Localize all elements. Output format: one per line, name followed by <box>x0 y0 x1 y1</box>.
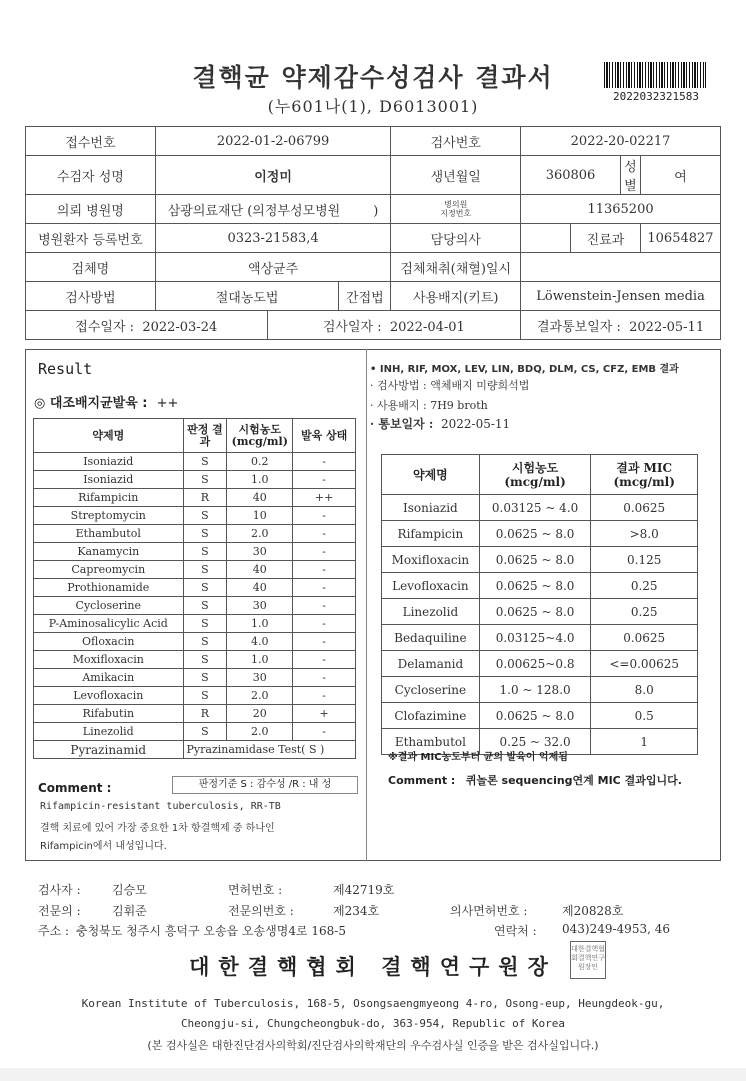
birth-date: 360806 <box>521 156 621 195</box>
mic-row <box>382 573 698 599</box>
examiner-name: 김승모 <box>112 883 147 897</box>
susceptibility-row <box>34 525 356 543</box>
cell-conc: 1.0 <box>227 471 293 489</box>
method-1: 절대농도법 <box>155 282 339 311</box>
mic-cell-range: 0.00625~0.8 <box>479 651 591 677</box>
mic-cell-range: 0.25 ~ 32.0 <box>479 729 591 755</box>
mic-cell-drug: Cycloserine <box>382 677 480 703</box>
mic-cell-drug: Clofazimine <box>382 703 480 729</box>
mic-row <box>382 651 698 677</box>
patient-name: 이정미 <box>155 156 391 195</box>
mic-table <box>381 454 698 755</box>
cell-res: S <box>183 633 227 651</box>
reg-no: 0323-21583,4 <box>155 224 391 253</box>
col-growth: 발육 상태 <box>293 419 356 453</box>
test-no: 2022-20-02217 <box>521 127 721 156</box>
mic-drugs-line: • INH, RIF, MOX, LEV, LIN, BDQ, DLM, CS, CFZ, EMB 결과 <box>370 364 679 375</box>
susceptibility-row <box>34 723 356 741</box>
control-growth: ◎ 대조배지균발육 : ++ <box>34 396 179 411</box>
mic-cell-range: 0.0625 ~ 8.0 <box>479 521 591 547</box>
cell-res: S <box>183 507 227 525</box>
cell-growth: - <box>293 597 356 615</box>
report-date: 결과통보일자 : 2022-05-11 <box>521 311 721 340</box>
medium-value: Löwenstein-Jensen media <box>521 282 721 311</box>
mic-cell-drug: Levofloxacin <box>382 573 480 599</box>
receipt-no-label: 접수번호 <box>26 127 156 156</box>
cell-growth: - <box>293 543 356 561</box>
mic-col-range: 시험농도 (mcg/ml) <box>479 455 591 495</box>
birth-label: 생년월일 <box>391 156 521 195</box>
cell-growth: - <box>293 723 356 741</box>
address-label: 주소 : <box>38 924 70 938</box>
cell-growth: - <box>293 615 356 633</box>
official-seal: 대한결핵협회결핵연구원장인 <box>570 941 606 979</box>
barcode-image <box>604 62 706 88</box>
english-address-line-1: Korean Institute of Tuberculosis, 168-5, Osongsaengmyeong 4-ro, Osong-eup, Heungdeok-gu, <box>81 997 665 1010</box>
cell-drug: Ethambutol <box>34 525 184 543</box>
cell-drug: Capreomycin <box>34 561 184 579</box>
test-date: 검사일자 : 2022-04-01 <box>267 311 521 340</box>
cell-growth: - <box>293 633 356 651</box>
result-divider <box>366 349 367 861</box>
col-drug: 약제명 <box>34 419 184 453</box>
cell-growth: - <box>293 471 356 489</box>
cell-conc: 30 <box>227 669 293 687</box>
cell-conc: 30 <box>227 597 293 615</box>
susceptibility-row <box>34 597 356 615</box>
method-label: 검사방법 <box>26 282 156 311</box>
doctor-license-no: 제20828호 <box>562 904 624 918</box>
col-conc: 시험농도 (mcg/ml) <box>227 419 293 453</box>
mic-cell-range: 0.0625 ~ 8.0 <box>479 547 591 573</box>
mic-cell-mic: 8.0 <box>591 677 698 703</box>
cell-drug: Levofloxacin <box>34 687 184 705</box>
judgment-legend: 판정기준 S : 감수성 /R : 내 성 <box>172 776 358 794</box>
cell-drug: Amikacin <box>34 669 184 687</box>
receipt-no: 2022-01-2-06799 <box>155 127 391 156</box>
mic-cell-range: 0.0625 ~ 8.0 <box>479 573 591 599</box>
cell-growth: - <box>293 507 356 525</box>
cell-conc: 30 <box>227 543 293 561</box>
cell-res: S <box>183 471 227 489</box>
cell-conc: 4.0 <box>227 633 293 651</box>
mic-note: ※결과 MIC농도부터 균의 발육이 억제됨 <box>388 752 568 763</box>
collect-label: 검체채취(채혈)일시 <box>391 253 521 282</box>
cell-conc: 10 <box>227 507 293 525</box>
patient-info-table <box>25 126 721 340</box>
pza-result: Pyrazinamidase Test( S ) <box>183 741 355 759</box>
susceptibility-row <box>34 705 356 723</box>
susceptibility-row <box>34 651 356 669</box>
cell-res: S <box>183 723 227 741</box>
mic-row <box>382 703 698 729</box>
specialist-name: 김휘준 <box>112 904 147 918</box>
specialist-no-label: 전문의번호 : <box>228 904 294 918</box>
cell-conc: 1.0 <box>227 651 293 669</box>
comment-label: Comment : <box>38 781 112 795</box>
hospital-code-label: 병의원 지정번호 <box>391 195 521 224</box>
cell-conc: 20 <box>227 705 293 723</box>
cell-growth: - <box>293 579 356 597</box>
mic-row <box>382 547 698 573</box>
english-address-line-2: Cheongju-si, Chungcheongbuk-do, 363-954, Republic of Korea <box>180 1017 566 1030</box>
susceptibility-row <box>34 687 356 705</box>
mic-col-drug: 약제명 <box>382 455 480 495</box>
specialist-label: 전문의 : <box>38 904 81 918</box>
mic-cell-range: 0.03125~4.0 <box>479 625 591 651</box>
cell-drug: Linezolid <box>34 723 184 741</box>
specialist-no: 제234호 <box>333 904 380 918</box>
pza-drug: Pyrazinamid <box>34 741 184 759</box>
mic-row <box>382 599 698 625</box>
mic-cell-range: 0.0625 ~ 8.0 <box>479 703 591 729</box>
mic-cell-range: 0.0625 ~ 8.0 <box>479 599 591 625</box>
sex-label: 성별 <box>620 156 640 195</box>
mic-row <box>382 495 698 521</box>
cell-conc: 40 <box>227 579 293 597</box>
dept-code: 10654827 <box>640 224 720 253</box>
mic-col-result: 결과 MIC (mcg/ml) <box>591 455 698 495</box>
cell-drug: Moxifloxacin <box>34 651 184 669</box>
specimen-label: 검체명 <box>26 253 156 282</box>
susceptibility-table <box>33 418 356 759</box>
susceptibility-row <box>34 633 356 651</box>
comment-line-3: Rifampicin에서 내성입니다. <box>40 841 167 852</box>
cell-growth: - <box>293 453 356 471</box>
hospital-name: 삼광의료재단 (의정부성모병원 ) <box>155 195 391 224</box>
cell-res: S <box>183 543 227 561</box>
mic-cell-range: 0.03125 ~ 4.0 <box>479 495 591 521</box>
cell-conc: 1.0 <box>227 615 293 633</box>
address-value: 충청북도 청주시 흥덕구 오송읍 오송생명4로 168-5 <box>76 924 346 938</box>
result-title: Result <box>38 360 93 378</box>
institution-name: 대한결핵협회 결핵연구원장 <box>189 954 557 979</box>
cell-res: S <box>183 615 227 633</box>
specimen-value: 액상균주 <box>155 253 391 282</box>
license-label: 면허번호 : <box>228 883 283 897</box>
mic-method-line: · 검사방법 : 액체배지 미량희석법 <box>370 379 530 392</box>
mic-cell-drug: Rifampicin <box>382 521 480 547</box>
cell-growth: - <box>293 525 356 543</box>
method-2: 간접법 <box>339 282 391 311</box>
doctor-license-label: 의사면허번호 : <box>450 904 528 918</box>
barcode-number: 2022032321583 <box>612 90 700 103</box>
contact-label: 연락처 : <box>494 924 537 938</box>
mic-cell-drug: Isoniazid <box>382 495 480 521</box>
dept-label: 진료과 <box>571 224 641 253</box>
cell-res: S <box>183 669 227 687</box>
mic-cell-drug: Linezolid <box>382 599 480 625</box>
mic-cell-drug: Ethambutol <box>382 729 480 755</box>
cell-drug: Ofloxacin <box>34 633 184 651</box>
cell-res: S <box>183 525 227 543</box>
mic-cell-mic: 0.25 <box>591 599 698 625</box>
cell-conc: 2.0 <box>227 687 293 705</box>
test-no-label: 검사번호 <box>391 127 521 156</box>
cell-growth: - <box>293 561 356 579</box>
susceptibility-row <box>34 615 356 633</box>
doctor-label: 담당의사 <box>391 224 521 253</box>
receipt-date: 접수일자 : 2022-03-24 <box>26 311 268 340</box>
susceptibility-row <box>34 543 356 561</box>
cell-drug: Isoniazid <box>34 471 184 489</box>
cell-conc: 40 <box>227 489 293 507</box>
mic-cell-mic: 0.0625 <box>591 495 698 521</box>
collect-value <box>521 253 721 282</box>
license-no: 제42719호 <box>333 883 395 897</box>
cell-res: R <box>183 489 227 507</box>
cell-res: R <box>183 705 227 723</box>
cell-res: S <box>183 687 227 705</box>
mic-cell-drug: Delamanid <box>382 651 480 677</box>
cell-drug: Streptomycin <box>34 507 184 525</box>
mic-row <box>382 521 698 547</box>
hospital-code: 11365200 <box>521 195 721 224</box>
susceptibility-row <box>34 453 356 471</box>
cell-res: S <box>183 579 227 597</box>
doctor-value <box>521 224 571 253</box>
mic-cell-mic: <=0.00625 <box>591 651 698 677</box>
medium-label: 사용배지(키트) <box>391 282 521 311</box>
cell-growth: - <box>293 669 356 687</box>
susceptibility-row <box>34 669 356 687</box>
cell-growth: ++ <box>293 489 356 507</box>
cell-drug: Prothionamide <box>34 579 184 597</box>
report-title: 결핵균 약제감수성검사 결과서 <box>192 63 554 92</box>
mic-cell-mic: 0.0625 <box>591 625 698 651</box>
mic-cell-range: 1.0 ~ 128.0 <box>479 677 591 703</box>
cell-conc: 0.2 <box>227 453 293 471</box>
sex-value: 여 <box>640 156 720 195</box>
cell-drug: P-Aminosalicylic Acid <box>34 615 184 633</box>
cell-res: S <box>183 561 227 579</box>
mic-cell-drug: Bedaquiline <box>382 625 480 651</box>
cell-conc: 2.0 <box>227 525 293 543</box>
cell-growth: + <box>293 705 356 723</box>
examiner-label: 검사자 : <box>38 883 81 897</box>
cell-growth: - <box>293 651 356 669</box>
col-result: 판정 결과 <box>183 419 227 453</box>
susceptibility-row <box>34 561 356 579</box>
mic-cell-mic: 0.25 <box>591 573 698 599</box>
mic-cell-drug: Moxifloxacin <box>382 547 480 573</box>
mic-row <box>382 677 698 703</box>
cell-conc: 2.0 <box>227 723 293 741</box>
cell-growth: - <box>293 687 356 705</box>
contact-value: 043)249-4953, 46 <box>562 922 670 936</box>
susceptibility-row <box>34 471 356 489</box>
cell-drug: Rifampicin <box>34 489 184 507</box>
mic-cell-mic: 0.125 <box>591 547 698 573</box>
cell-res: S <box>183 453 227 471</box>
cell-res: S <box>183 651 227 669</box>
mic-comment: Comment : 퀴놀론 sequencing연계 MIC 결과입니다. <box>388 774 682 787</box>
mic-cell-mic: >8.0 <box>591 521 698 547</box>
certification-note: (본 검사실은 대한진단검사의학회/진단검사의학재단의 우수검사실 인증을 받은 검사실입니다.) <box>147 1039 599 1052</box>
mic-cell-mic: 0.5 <box>591 703 698 729</box>
mic-medium-line: · 사용배지 : 7H9 broth <box>370 399 488 412</box>
hospital-label: 의뢰 병원명 <box>26 195 156 224</box>
susceptibility-row <box>34 489 356 507</box>
cell-conc: 40 <box>227 561 293 579</box>
cell-drug: Isoniazid <box>34 453 184 471</box>
report-subtitle: (누601나(1), D6013001) <box>267 97 479 116</box>
comment-line-1: Rifampicin-resistant tuberculosis, RR-TB <box>40 801 281 812</box>
cell-drug: Cycloserine <box>34 597 184 615</box>
comment-line-2: 결핵 치료에 있어 가장 중요한 1차 항결핵제 중 하나인 <box>40 823 275 834</box>
patient-name-label: 수검자 성명 <box>26 156 156 195</box>
cell-res: S <box>183 597 227 615</box>
reg-no-label: 병원환자 등록번호 <box>26 224 156 253</box>
cell-drug: Rifabutin <box>34 705 184 723</box>
mic-report-date: · 통보일자 : 2022-05-11 <box>370 417 511 431</box>
susceptibility-row <box>34 507 356 525</box>
cell-drug: Kanamycin <box>34 543 184 561</box>
susceptibility-row <box>34 579 356 597</box>
mic-cell-mic: 1 <box>591 729 698 755</box>
mic-row <box>382 625 698 651</box>
